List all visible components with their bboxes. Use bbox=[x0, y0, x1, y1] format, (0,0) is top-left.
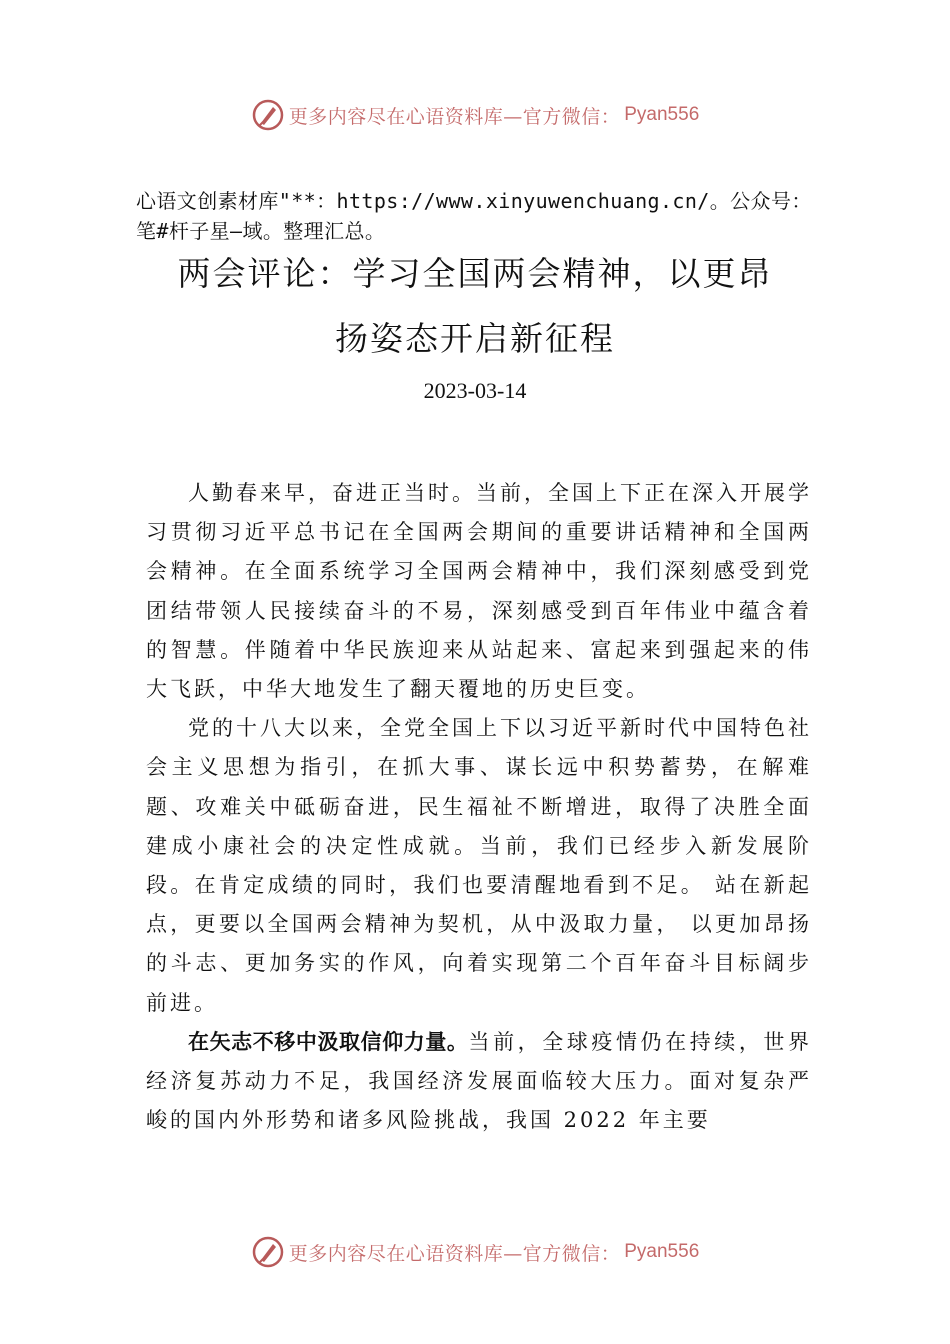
article-body bbox=[146, 474, 812, 1140]
paragraph-2-text: 党的十八大以来，全党全国上下以习近平新时代中国特色社会主义思想为指引，在抓大事、谋长远中积势蓄势，在解难题、攻难关中砥砺奋进，民生福祉不断增进，取得了决胜全面建成小康社会的决定性成就。当前，我们已经步入新发展阶段。在肯定成绩的同时，我们也要清醒地看到不足。 站在新起点，更要以全国两会精神为契机，从中汲取力量， 以更加昂扬的斗志、更加务实的作风，向着实现第二个百年奋斗目标阔步前进。 bbox=[146, 716, 812, 1015]
article-title-line2: 扬姿态开启新征程 bbox=[335, 319, 615, 358]
paragraph-1 bbox=[146, 474, 812, 709]
quill-pen-logo-icon bbox=[251, 98, 285, 132]
header-banner bbox=[0, 95, 950, 135]
header-wechat-id: Pyan556 bbox=[624, 104, 700, 125]
article-date: 2023-03-14 bbox=[423, 378, 527, 403]
header-banner-text: 更多内容尽在心语资料库—官方微信： bbox=[288, 105, 621, 128]
paragraph-3 bbox=[146, 1023, 812, 1141]
source-note: 心语文创素材库"**：https://www.xinyuwenchuang.cn/。公众号：笔#杆子星—域。整理汇总。 bbox=[136, 189, 812, 243]
footer-banner-text: 更多内容尽在心语资料库—官方微信： bbox=[288, 1242, 621, 1265]
paragraph-3-text: 当前，全球疫情仍在持续，世界经济复苏动力不足，我国经济发展面临较大压力。面对复杂严峻的国内外形势和诸多风险挑战，我国 2022 年主要 bbox=[146, 1029, 812, 1133]
quill-pen-logo-icon bbox=[251, 1235, 285, 1269]
footer-wechat-id: Pyan556 bbox=[624, 1241, 700, 1262]
footer-banner bbox=[0, 1232, 950, 1272]
article-title-line1: 两会评论：学习全国两会精神，以更昂 bbox=[177, 254, 773, 293]
paragraph-1-text: 人勤春来早，奋进正当时。当前，全国上下正在深入开展学习贯彻习近平总书记在全国两会期间的重要讲话精神和全国两会精神。在全面系统学习全国两会精神中，我们深刻感受到党团结带领人民接续奋斗的不易，深刻感受到百年伟业中蕴含着的智慧。伴随着中华民族迎来从站起来、富起来到强起来的伟大飞跃，中华大地发生了翻天覆地的历史巨变。 bbox=[146, 481, 812, 702]
paragraph-2 bbox=[146, 709, 812, 1023]
paragraph-3-lead: 在矢志不移中汲取信仰力量。 bbox=[188, 1029, 469, 1054]
